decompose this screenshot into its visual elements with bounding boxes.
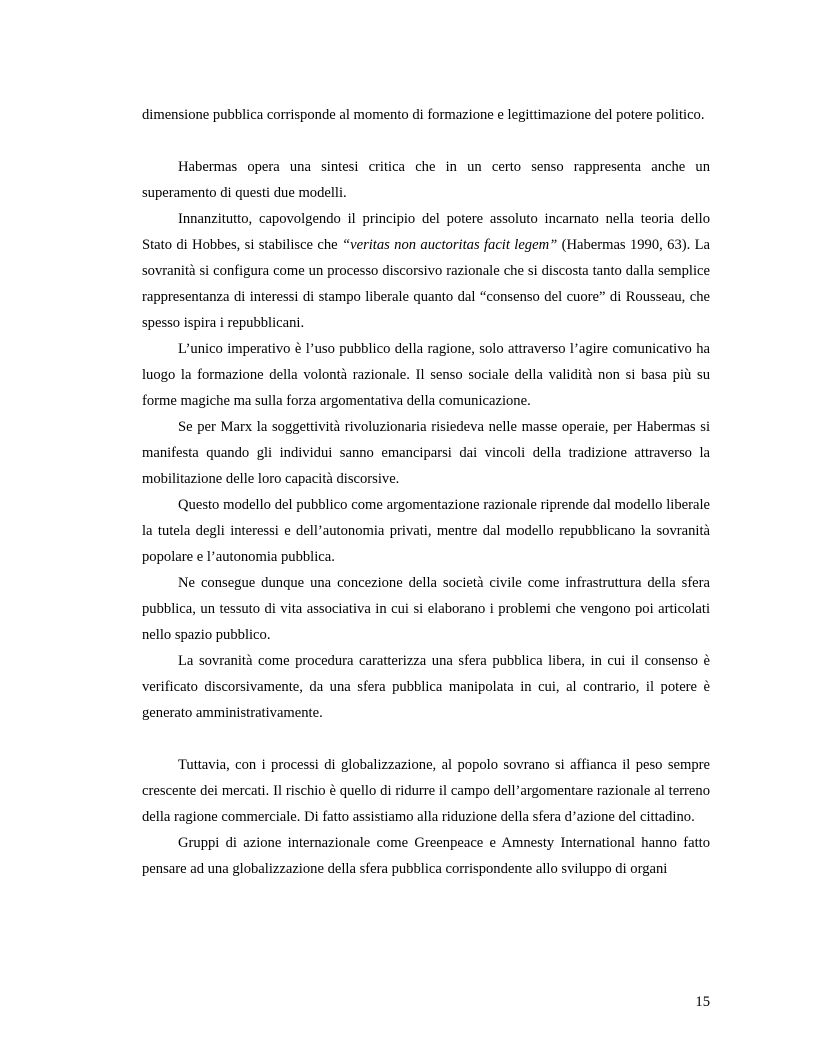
- paragraph-6: Questo modello del pubblico come argomentazione razionale riprende dal modello liberale la tutela degli interessi e dell’autonomia privati, mentre dal modello repubblicano la sovranità popolare e l’autonomia pubblica.: [142, 497, 710, 565]
- paragraph-gap: [142, 128, 710, 154]
- page-body: [142, 102, 710, 882]
- paragraph-3-text-end: (Habermas 1990, 63). La sovranità si configura come un processo discorsivo razionale che si discosta tanto dalla semplice rappresentanza di interessi di stampo liberale quanto dal “consenso del cuore” di Rousseau, che spesso ispira i repubblicani.: [142, 237, 710, 331]
- paragraph-3-text-start: Innanzitutto, capovolgendo il principio del potere assoluto incarnato nella teoria dello Stato di Hobbes, si stabilisce che: [142, 211, 710, 253]
- paragraph-9: Tuttavia, con i processi di globalizzazione, al popolo sovrano si affianca il peso sempre crescente dei mercati. Il rischio è quello di ridurre il campo dell’argomentare razionale al terreno della ragione commerciale. Di fatto assistiamo alla riduzione della sfera d’azione del cittadino.: [142, 757, 710, 825]
- paragraph-3: [142, 206, 710, 336]
- paragraph-4: L’unico imperativo è l’uso pubblico della ragione, solo attraverso l’agire comunicativo ha luogo la formazione della volontà razionale. Il senso sociale della validità non si basa più su forme magiche ma sulla forza argomentativa della comunicazione.: [142, 341, 710, 409]
- paragraph-gap: [142, 726, 710, 752]
- paragraph-2: Habermas opera una sintesi critica che in un certo senso rappresenta anche un superamento di questi due modelli.: [142, 159, 710, 201]
- paragraph-7: Ne consegue dunque una concezione della società civile come infrastruttura della sfera pubblica, un tessuto di vita associativa in cui si elaborano i problemi che vengono poi articolati nello spazio pubblico.: [142, 575, 710, 643]
- paragraph-5: Se per Marx la soggettività rivoluzionaria risiedeva nelle masse operaie, per Habermas si manifesta quando gli individui sanno emanciparsi dai vincoli della tradizione attraverso la mobilitazione delle loro capacità discorsive.: [142, 419, 710, 487]
- paragraph-1: dimensione pubblica corrisponde al momento di formazione e legittimazione del potere politico.: [142, 107, 705, 123]
- latin-quote: “veritas non auctoritas facit legem”: [342, 237, 558, 253]
- paragraph-10: Gruppi di azione internazionale come Greenpeace e Amnesty International hanno fatto pensare ad una globalizzazione della sfera pubblica corrispondente allo sviluppo di organi: [142, 835, 710, 877]
- paragraph-8: La sovranità come procedura caratterizza una sfera pubblica libera, in cui il consenso è verificato discorsivamente, da una sfera pubblica manipolata in cui, al contrario, il potere è generato amministrativamente.: [142, 653, 710, 721]
- page-number: 15: [695, 994, 710, 1010]
